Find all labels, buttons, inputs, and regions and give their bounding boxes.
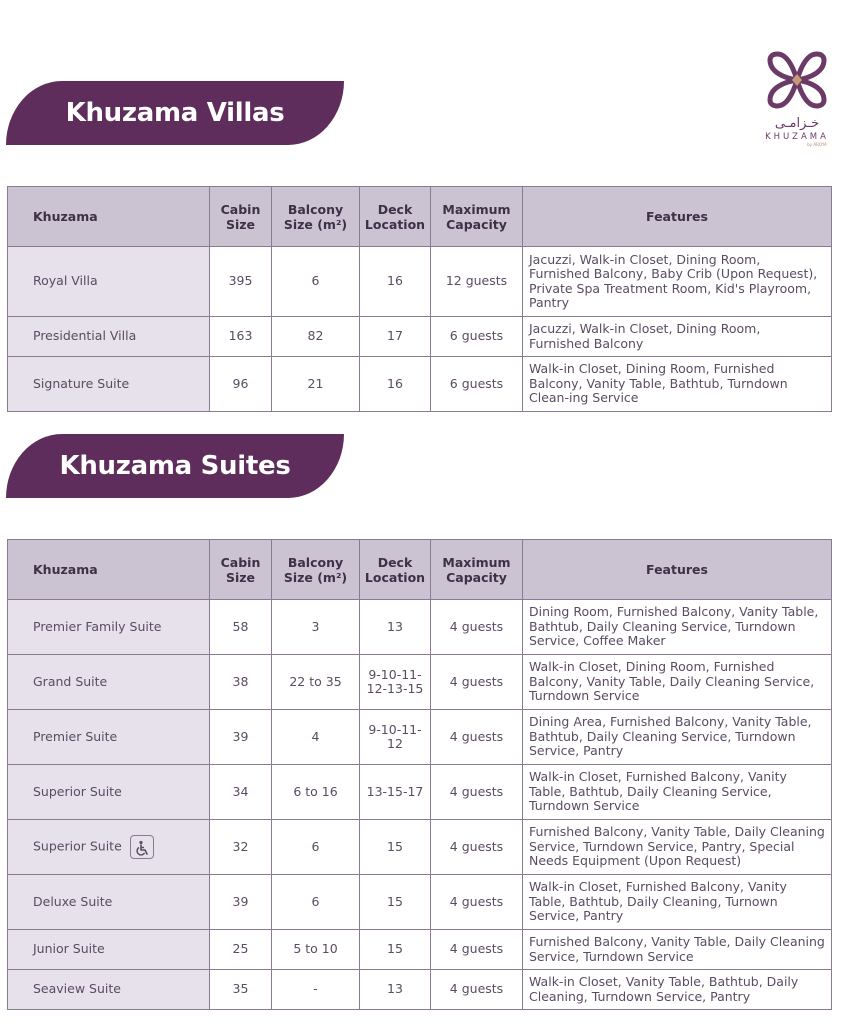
table-row (8, 970, 832, 1010)
cell-capacity: 6 guests (431, 357, 523, 412)
cell-cabin-size: 32 (210, 820, 272, 875)
table-row (8, 930, 832, 970)
header-balcony-size: Balcony Size (m²) (272, 187, 360, 247)
cell-name: Junior Suite (8, 930, 210, 970)
cell-balcony-size: 3 (272, 600, 360, 655)
table-row (8, 600, 832, 655)
logo-arabic-text: خـزامـى (774, 116, 820, 131)
wheelchair-accessible-icon (130, 835, 154, 859)
cell-capacity: 12 guests (431, 247, 523, 317)
cell-balcony-size: - (272, 970, 360, 1010)
header-deck-location: Deck Location (360, 187, 431, 247)
logo-name: KHUZAMA (765, 132, 829, 142)
cell-cabin-size: 25 (210, 930, 272, 970)
cell-capacity: 4 guests (431, 820, 523, 875)
cell-cabin-size: 395 (210, 247, 272, 317)
table-row (8, 710, 832, 765)
cell-name: Premier Family Suite (8, 600, 210, 655)
cell-balcony-size: 4 (272, 710, 360, 765)
cell-capacity: 4 guests (431, 875, 523, 930)
suites-header-row (8, 540, 832, 600)
cell-balcony-size: 21 (272, 357, 360, 412)
cell-features: Walk-in Closet, Vanity Table, Bathtub, Daily Cleaning, Turndown Service, Pantry (523, 970, 832, 1010)
cell-deck: 16 (360, 357, 431, 412)
cell-deck: 15 (360, 875, 431, 930)
cell-name (8, 820, 210, 875)
cell-balcony-size: 5 to 10 (272, 930, 360, 970)
header-deck-location: Deck Location (360, 540, 431, 600)
header-cabin-size: Cabin Size (210, 187, 272, 247)
table-row (8, 765, 832, 820)
table-row (8, 317, 832, 357)
cell-name: Grand Suite (8, 655, 210, 710)
cell-capacity: 4 guests (431, 765, 523, 820)
cell-features: Walk-in Closet, Furnished Balcony, Vanity Table, Bathtub, Daily Cleaning, Turnown Service, Pantry (523, 875, 832, 930)
cell-deck: 13 (360, 970, 431, 1010)
cell-balcony-size: 6 (272, 820, 360, 875)
cell-cabin-size: 39 (210, 710, 272, 765)
header-khuzama: Khuzama (8, 540, 210, 600)
cell-features: Walk-in Closet, Dining Room, Furnished Balcony, Vanity Table, Daily Cleaning Service, Turndown Service (523, 655, 832, 710)
cell-name: Presidential Villa (8, 317, 210, 357)
cell-cabin-size: 34 (210, 765, 272, 820)
header-features: Features (523, 187, 832, 247)
suites-banner (6, 434, 344, 498)
table-row (8, 247, 832, 317)
table-row (8, 655, 832, 710)
header-maximum-capacity: Maximum Capacity (431, 187, 523, 247)
cell-capacity: 4 guests (431, 930, 523, 970)
cell-capacity: 6 guests (431, 317, 523, 357)
cell-name: Signature Suite (8, 357, 210, 412)
header-khuzama: Khuzama (8, 187, 210, 247)
cell-cabin-size: 39 (210, 875, 272, 930)
cell-deck: 16 (360, 247, 431, 317)
cell-deck: 17 (360, 317, 431, 357)
cell-features: Walk-in Closet, Furnished Balcony, Vanity Table, Bathtub, Daily Cleaning Service, Turndown Service (523, 765, 832, 820)
header-balcony-size: Balcony Size (m²) (272, 540, 360, 600)
suites-title: Khuzama Suites (59, 451, 291, 481)
cell-name: Seaview Suite (8, 970, 210, 1010)
table-row (8, 875, 832, 930)
cell-cabin-size: 58 (210, 600, 272, 655)
cell-features: Furnished Balcony, Vanity Table, Daily Cleaning Service, Turndown Service, Pantry, Special Needs Equipment (Upon Request) (523, 820, 832, 875)
cell-balcony-size: 6 (272, 875, 360, 930)
header-maximum-capacity: Maximum Capacity (431, 540, 523, 600)
villas-table (7, 186, 832, 412)
table-row (8, 820, 832, 875)
cell-balcony-size: 6 (272, 247, 360, 317)
cell-cabin-size: 38 (210, 655, 272, 710)
cell-balcony-size: 6 to 16 (272, 765, 360, 820)
cell-capacity: 4 guests (431, 600, 523, 655)
logo-sub: by AROYA (807, 142, 827, 147)
suites-table (7, 539, 832, 1010)
cell-features: Furnished Balcony, Vanity Table, Daily Cleaning Service, Turndown Service (523, 930, 832, 970)
villas-header-row (8, 187, 832, 247)
cell-features: Jacuzzi, Walk-in Closet, Dining Room, Furnished Balcony, Baby Crib (Upon Request), Private Spa Treatment Room, Kid's Playroom, Pantry (523, 247, 832, 317)
cell-deck: 9-10-11-12-13-15 (360, 655, 431, 710)
cell-name: Premier Suite (8, 710, 210, 765)
cell-deck: 15 (360, 820, 431, 875)
cell-balcony-size: 22 to 35 (272, 655, 360, 710)
cell-deck: 15 (360, 930, 431, 970)
cell-features: Dining Area, Furnished Balcony, Vanity Table, Bathtub, Daily Cleaning Service, Turndown Service, Pantry (523, 710, 832, 765)
cell-cabin-size: 163 (210, 317, 272, 357)
header-cabin-size: Cabin Size (210, 540, 272, 600)
cell-name-text: Superior Suite (33, 838, 122, 854)
cell-deck: 13-15-17 (360, 765, 431, 820)
cell-capacity: 4 guests (431, 655, 523, 710)
cell-name: Royal Villa (8, 247, 210, 317)
cell-features: Walk-in Closet, Dining Room, Furnished Balcony, Vanity Table, Bathtub, Turndown Clean-ing Service (523, 357, 832, 412)
cell-capacity: 4 guests (431, 710, 523, 765)
cell-cabin-size: 35 (210, 970, 272, 1010)
cell-features: Jacuzzi, Walk-in Closet, Dining Room, Furnished Balcony (523, 317, 832, 357)
cell-balcony-size: 82 (272, 317, 360, 357)
villas-title: Khuzama Villas (65, 98, 285, 128)
cell-name: Deluxe Suite (8, 875, 210, 930)
villas-banner (6, 81, 344, 145)
cell-features: Dining Room, Furnished Balcony, Vanity Table, Bathtub, Daily Cleaning Service, Turndown Service, Coffee Maker (523, 600, 832, 655)
cell-capacity: 4 guests (431, 970, 523, 1010)
cell-deck: 9-10-11-12 (360, 710, 431, 765)
cell-deck: 13 (360, 600, 431, 655)
khuzama-flower-icon (762, 50, 832, 110)
table-row (8, 357, 832, 412)
header-features: Features (523, 540, 832, 600)
cell-name: Superior Suite (8, 765, 210, 820)
cell-cabin-size: 96 (210, 357, 272, 412)
khuzama-logo (752, 50, 842, 150)
